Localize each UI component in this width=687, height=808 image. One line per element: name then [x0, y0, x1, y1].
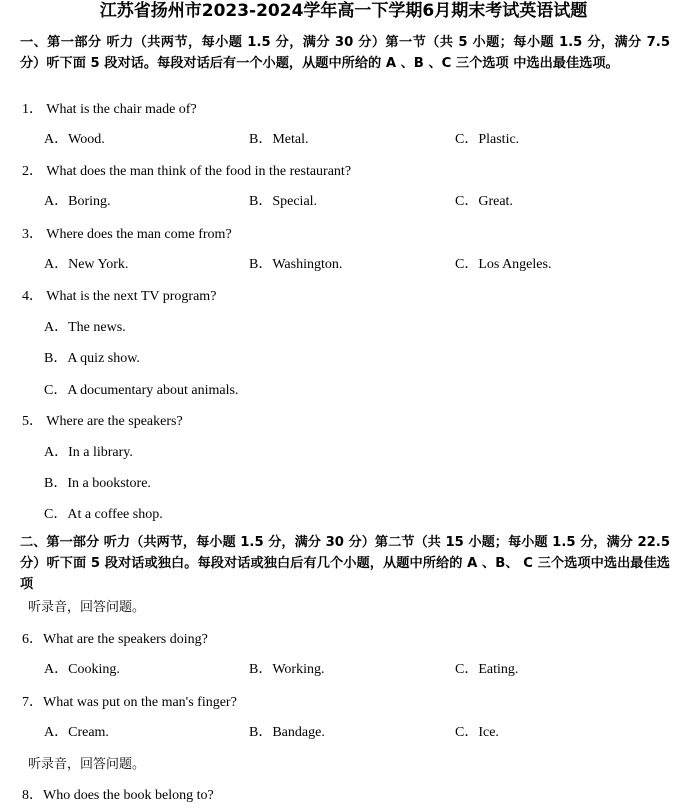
part1-heading: 一、第一部分 听力（共两节，每小题 1.5 分，满分 30 分）第一节（共 5 小题；每小题 1.5 分，满分 7.5 分）听下面 5 段对话。每段对话后有一个小题，从题中所给的 A 、B 、C 三个选项 中选出最佳选项。 — [20, 35, 670, 71]
q1-option-b: B．Metal. — [249, 132, 309, 147]
part2-heading: 二、第一部分 听力（共两节，每小题 1.5 分，满分 30 分）第二节（共 15 小题；每小题 1.5 分，满分 22.5 分）听下面 5 段对话或独白。每段对话或独白后有几个小题，从题中所给的 A 、B、 C 三个选项中选出最佳选项 — [20, 535, 670, 592]
q1-option-c: C．Plastic. — [455, 132, 520, 147]
q2-option-c: C．Great. — [455, 194, 513, 209]
listen-note-2: 听录音，回答问题。 — [28, 757, 146, 772]
question-6: 6．What are the speakers doing? — [22, 632, 208, 647]
q7-option-c: C．Ice. — [455, 725, 499, 740]
listen-note-1: 听录音，回答问题。 — [28, 600, 146, 615]
q4-option-b: B．A quiz show. — [44, 351, 140, 366]
q7-option-a: A．Cream. — [44, 725, 109, 740]
q2-option-a: A．Boring. — [44, 194, 111, 209]
exam-title: 江苏省扬州市2023-2024学年高一下学期6月期末考试英语试题 — [99, 1, 588, 21]
question-2: 2． What does the man think of the food in the restaurant? — [22, 164, 352, 179]
q5-option-b: B．In a bookstore. — [44, 476, 151, 491]
question-5: 5． Where are the speakers? — [22, 414, 183, 429]
q1-option-a: A．Wood. — [44, 132, 105, 147]
q5-option-c: C．At a coffee shop. — [44, 507, 163, 522]
q6-option-c: C．Eating. — [455, 662, 519, 677]
question-1: 1． What is the chair made of? — [22, 102, 197, 117]
q6-option-a: A．Cooking. — [44, 662, 120, 677]
q7-option-b: B．Bandage. — [249, 725, 325, 740]
q5-option-a: A．In a library. — [44, 445, 133, 460]
question-7: 7．What was put on the man's finger? — [22, 695, 237, 710]
question-8: 8．Who does the book belong to? — [22, 788, 214, 803]
q3-option-b: B．Washington. — [249, 257, 343, 272]
q4-option-c: C．A documentary about animals. — [44, 383, 239, 398]
q6-option-b: B．Working. — [249, 662, 325, 677]
q4-option-a: A．The news. — [44, 320, 126, 335]
q3-option-c: C．Los Angeles. — [455, 257, 552, 272]
q2-option-b: B．Special. — [249, 194, 318, 209]
q3-option-a: A．New York. — [44, 257, 129, 272]
question-4: 4． What is the next TV program? — [22, 289, 217, 304]
question-3: 3． Where does the man come from? — [22, 227, 232, 242]
